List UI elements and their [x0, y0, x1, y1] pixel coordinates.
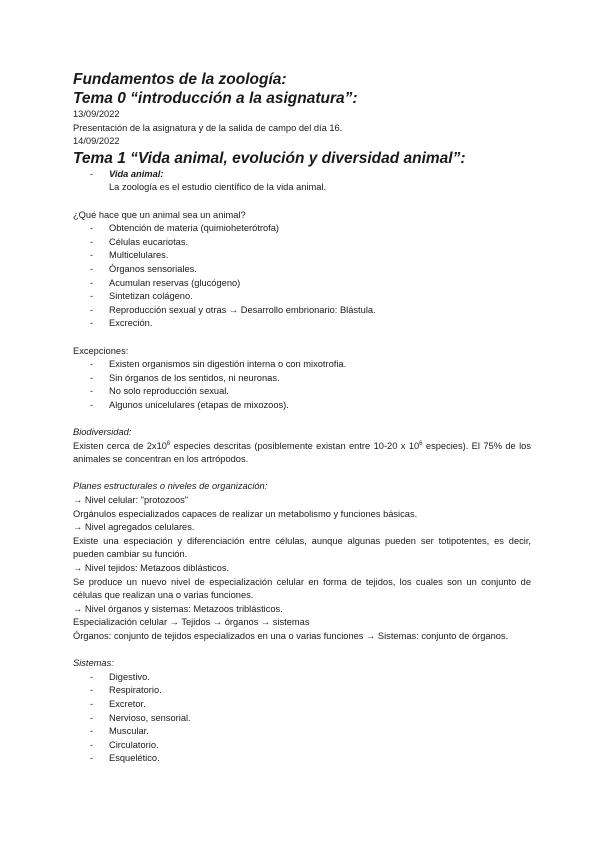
bullet-dash: - — [90, 318, 94, 329]
list-item — [73, 249, 531, 263]
bullet-dash: - — [90, 291, 94, 302]
list-item-text: Existen organismos sin digestión interna o con mixotrofia. — [109, 359, 347, 370]
list-item — [73, 752, 531, 766]
bullet-dash: - — [90, 277, 94, 288]
planes-line: → Nivel celular: "protozoos" — [73, 495, 189, 506]
planes-line: Órganos: conjunto de tejidos especializados en una o varias funciones → Sistemas: conjunto de órganos. — [73, 630, 509, 641]
bullet-dash: - — [90, 671, 94, 682]
bullet-dash: - — [90, 168, 94, 179]
list-item — [73, 385, 531, 399]
bullet-dash: - — [90, 698, 94, 709]
biodiversidad-text-a: Existen cerca de 2x10 — [73, 440, 167, 451]
list-item — [73, 684, 531, 698]
list-item — [73, 290, 531, 304]
list-item-text: Células eucariotas. — [109, 236, 189, 247]
list-item-text: Muscular. — [109, 726, 149, 737]
biodiversidad-title: Biodiversidad: — [73, 427, 132, 438]
list-item-text: Sintetizan colágeno. — [109, 291, 193, 302]
list-item-text: Obtención de materia (quimioheterótrofa) — [109, 223, 280, 234]
list-item — [73, 372, 531, 386]
list-item-text: Nervioso, sensorial. — [109, 712, 191, 723]
list-item — [73, 263, 531, 277]
tema0-date1: 13/09/2022 — [73, 109, 120, 119]
document-title: Fundamentos de la zoología: — [73, 71, 287, 88]
biodiversidad-text — [73, 440, 531, 467]
list-item-text: Excreción. — [109, 318, 153, 329]
list-item — [73, 277, 531, 291]
list-item — [73, 317, 531, 331]
document-page — [73, 70, 531, 766]
planes-line: → Nivel órganos y sistemas: Metazoos triblásticos. — [73, 603, 283, 614]
list-item-text: Circulatorio. — [109, 739, 159, 750]
bullet-dash: - — [90, 359, 94, 370]
list-item-text: Excretor. — [109, 698, 146, 709]
list-item-text: Esquelético. — [109, 753, 160, 764]
excepciones-title: Excepciones: — [73, 345, 129, 356]
bullet-dash: - — [90, 739, 94, 750]
bullet-dash: - — [90, 726, 94, 737]
vida-animal-definition: La zoología es el estudio científico de la vida animal. — [109, 182, 327, 193]
list-item — [73, 358, 531, 372]
list-item-text: Sin órganos de los sentidos, ni neuronas. — [109, 372, 280, 383]
bullet-dash: - — [90, 236, 94, 247]
planes-line: → Nivel agregados celulares. — [73, 522, 195, 533]
list-item — [73, 698, 531, 712]
exponent: 6 — [419, 440, 423, 447]
tema1-heading: Tema 1 “Vida animal, evolución y diversidad animal”: — [73, 149, 466, 167]
list-item — [73, 304, 531, 318]
sistemas-title: Sistemas: — [73, 658, 114, 669]
biodiversidad-text-c: especies). El 75% de los animales se concentran en los artrópodos. — [73, 440, 531, 465]
vida-animal-label: Vida animal: — [109, 168, 164, 179]
list-item — [73, 236, 531, 250]
sistemas-list — [73, 671, 531, 766]
planes-line: Especialización celular → Tejidos → órganos → sistemas — [73, 617, 310, 628]
que-hace-list — [73, 222, 531, 331]
tema0-desc: Presentación de la asignatura y de la salida de campo del día 16. — [73, 122, 343, 133]
list-item-text: No solo reproducción sexual. — [109, 386, 229, 397]
bullet-dash: - — [90, 304, 94, 315]
list-item-text: Algunos unicelulares (etapas de mixozoos). — [109, 399, 289, 410]
list-item — [73, 739, 531, 753]
list-item-text: Digestivo. — [109, 671, 150, 682]
bullet-dash: - — [90, 685, 94, 696]
planes-line: Orgánulos especializados capaces de realizar un metabolismo y funciones básicas. — [73, 508, 418, 519]
bullet-dash: - — [90, 386, 94, 397]
planes-line: → Nivel tejidos: Metazoos diblásticos. — [73, 563, 230, 573]
list-item-text: Acumulan reservas (glucógeno) — [109, 277, 241, 288]
bullet-dash: - — [90, 753, 94, 764]
tema0-heading: Tema 0 “introducción a la asignatura”: — [73, 90, 358, 107]
list-item-text: Reproducción sexual y otras → Desarrollo embrionario: Blástula. — [109, 304, 376, 315]
bullet-dash: - — [90, 250, 94, 261]
list-item — [73, 222, 531, 236]
list-item — [73, 712, 531, 726]
planes-title: Planes estructurales o niveles de organización: — [73, 481, 268, 492]
list-item — [73, 168, 531, 182]
list-item — [73, 671, 531, 685]
bullet-dash: - — [90, 372, 94, 383]
list-item — [73, 399, 531, 413]
bullet-dash: - — [90, 263, 94, 274]
planes-line: Se produce un nuevo nivel de especialización celular en forma de tejidos, los cuales son un conjunto de células que realizan una o varias funciones. — [73, 576, 531, 601]
vida-animal-list — [73, 168, 531, 182]
planes-line: Existe una especiación y diferenciación entre células, aunque algunas pueden ser totipotentes, es decir, pueden cambiar su función. — [73, 535, 531, 560]
que-hace-question: ¿Qué hace que un animal sea un animal? — [73, 209, 246, 220]
exponent: 6 — [166, 440, 171, 447]
bullet-dash: - — [90, 223, 94, 234]
list-item-text: Multicelulares. — [109, 250, 169, 261]
list-item — [73, 725, 531, 739]
tema0-date2: 14/09/2022 — [73, 136, 120, 147]
excepciones-list — [73, 358, 531, 412]
bullet-dash: - — [90, 712, 94, 723]
bullet-dash: - — [90, 399, 94, 410]
list-item-text: Respiratorio. — [109, 685, 162, 696]
biodiversidad-text-b: especies descritas (posiblemente existan entre 10-20 x 10 — [170, 440, 420, 451]
list-item-text: Órganos sensoriales. — [109, 263, 197, 274]
